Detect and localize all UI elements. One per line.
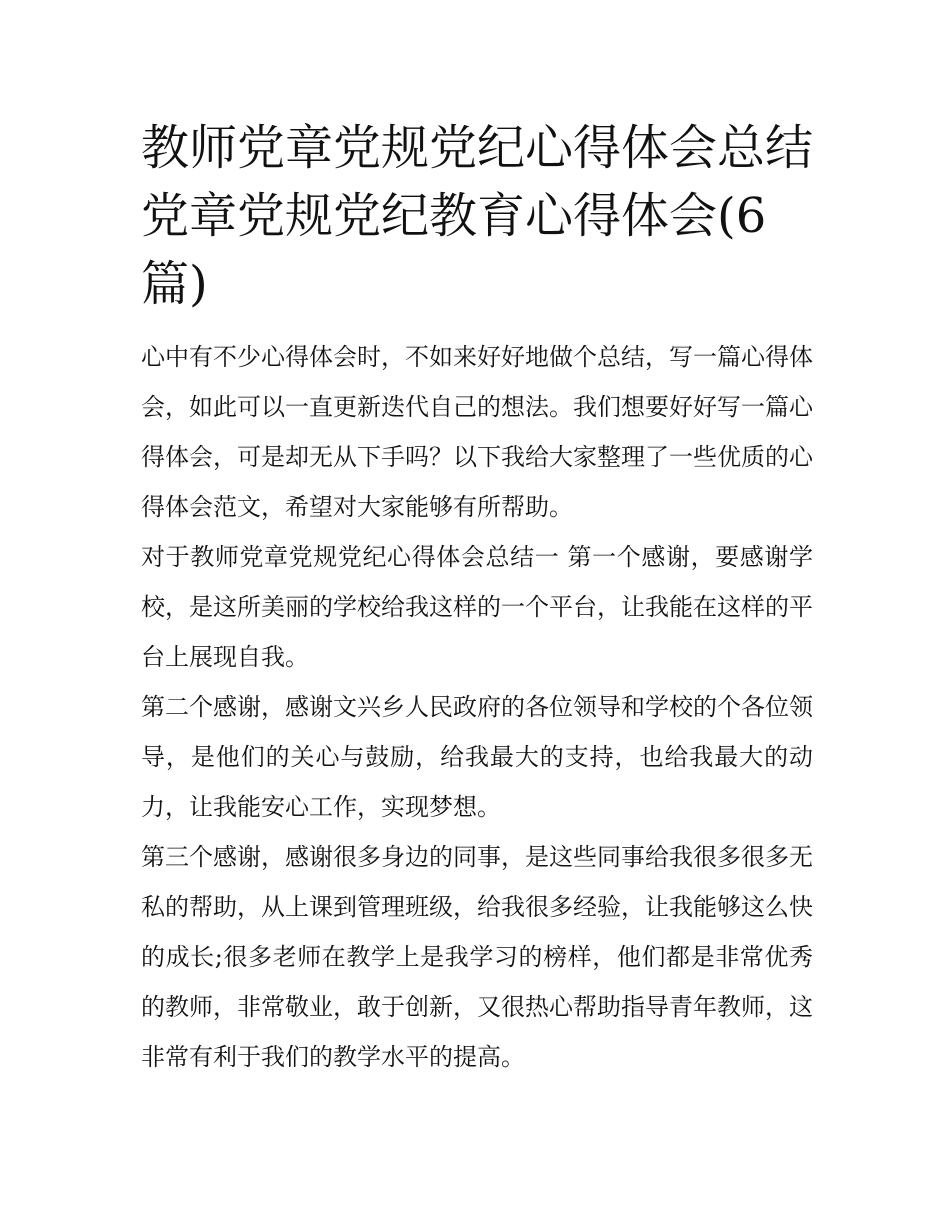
document-body (141, 114, 813, 1082)
paragraph-intro: 心中有不少心得体会时，不如来好好地做个总结，写一篇心得体会，如此可以一直更新迭代自己的想法。我们想要好好写一篇心得体会，可是却无从下手吗？以下我给大家整理了一些优质的心得体会范文，希望对大家能够有所帮助。 (141, 343, 813, 521)
document-title: 教师党章党规党纪心得体会总结 党章党规党纪教育心得体会(6篇) (141, 120, 814, 312)
paragraph-second-thanks: 第二个感谢，感谢文兴乡人民政府的各位领导和学校的个各位领导，是他们的关心与鼓励，给我最大的支持，也给我最大的动力，让我能安心工作，实现梦想。 (141, 693, 813, 821)
paragraph-third-thanks: 第三个感谢，感谢很多身边的同事，是这些同事给我很多很多无私的帮助，从上课到管理班级，给我很多经验，让我能够这么快的成长;很多老师在教学上是我学习的榜样，他们都是非常优秀的教师，非常敬业，敢于创新，又很热心帮助指导青年教师，这非常有利于我们的教学水平的提高。 (141, 843, 813, 1071)
paragraph-first-thanks: 对于教师党章党规党纪心得体会总结一 第一个感谢，要感谢学校，是这所美丽的学校给我这样的一个平台，让我能在这样的平台上展现自我。 (141, 543, 813, 671)
